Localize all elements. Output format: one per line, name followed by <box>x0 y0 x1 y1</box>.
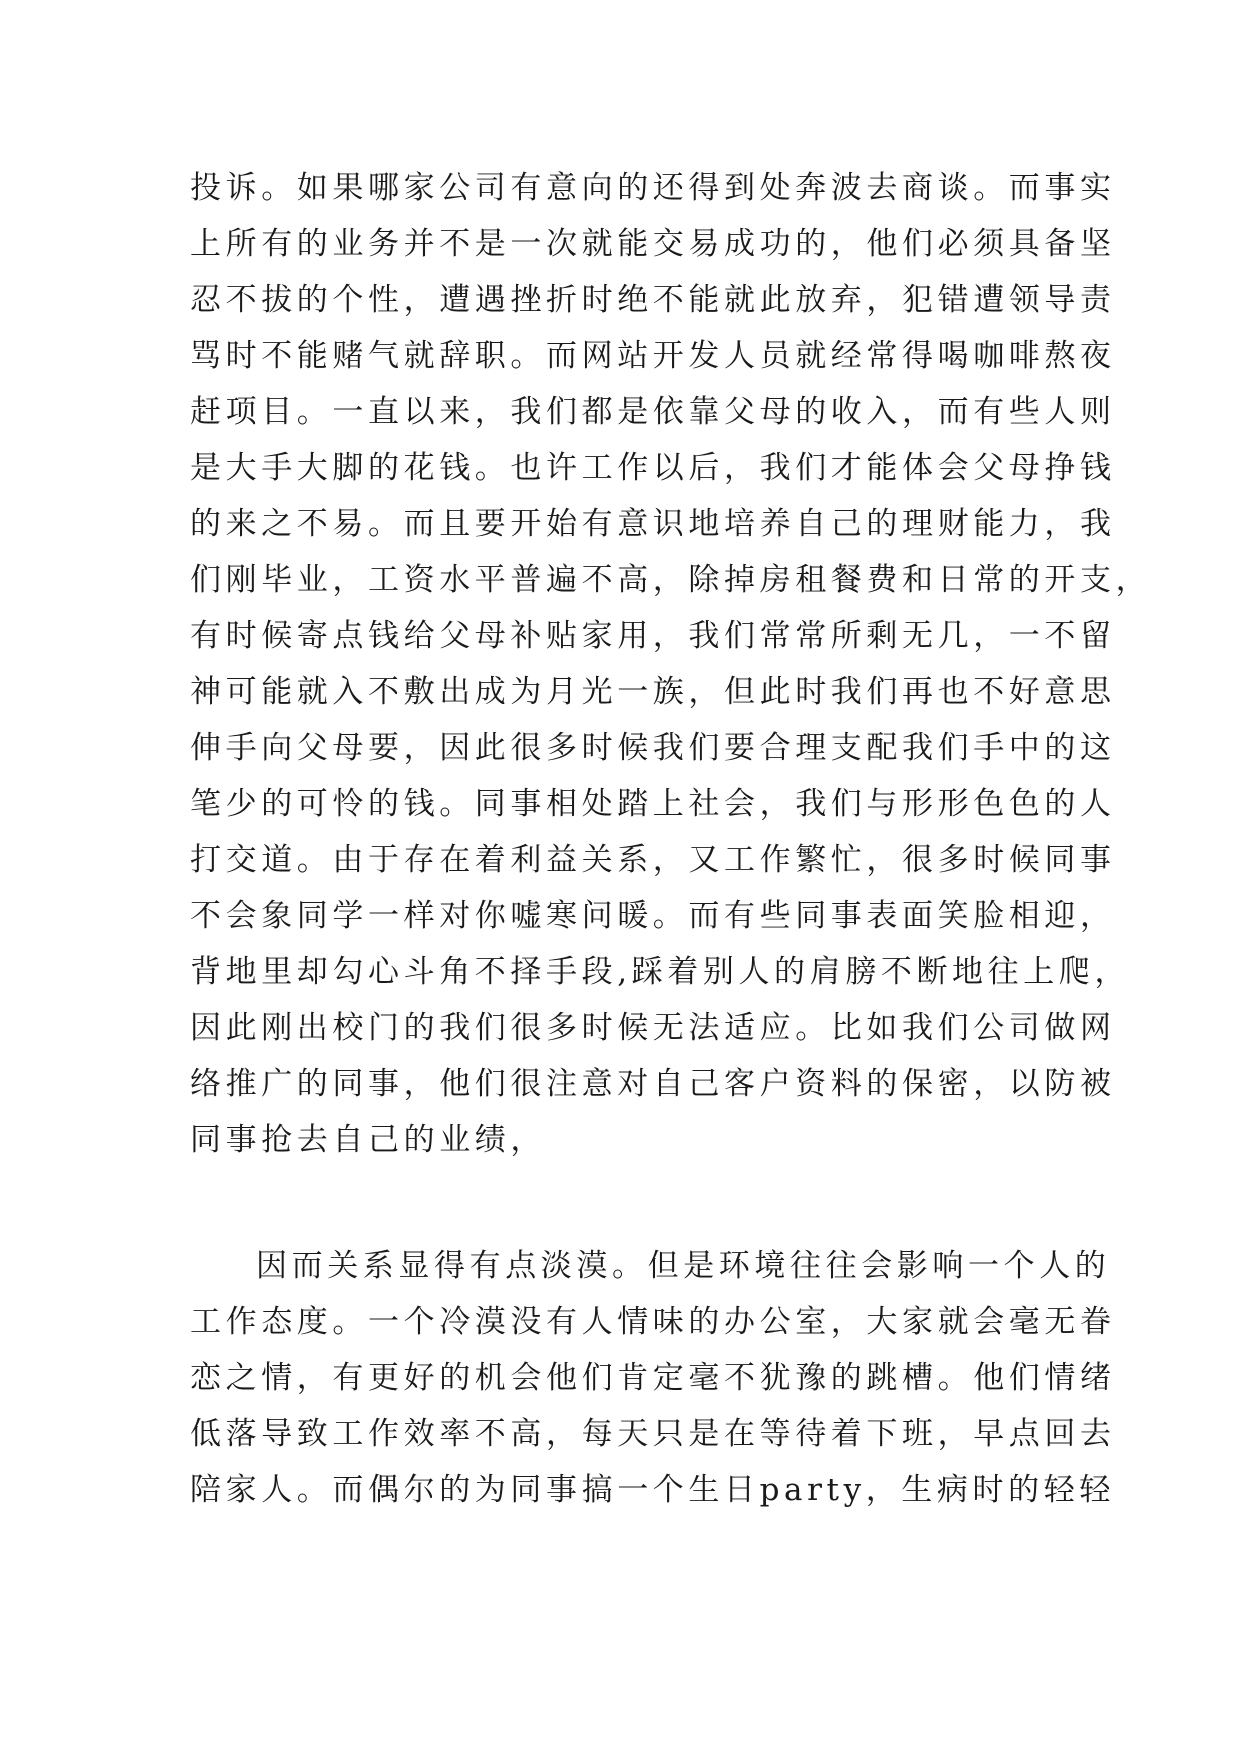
text-line: 背地里却勾心斗角不择手段,踩着别人的肩膀不断地往上爬， <box>190 954 1131 990</box>
text-line: 上所有的业务并不是一次就能交易成功的，他们必须具备坚 <box>190 226 1116 262</box>
paragraph-2 <box>190 1238 1116 1518</box>
text-line: 因而关系显得有点淡漠。但是环境往往会影响一个人的 <box>256 1248 1111 1284</box>
paragraph-1 <box>190 160 1152 1168</box>
text-line: 不会象同学一样对你嘘寒问暖。而有些同事表面笑脸相迎， <box>190 898 1116 934</box>
text-line: 们刚毕业，工资水平普遍不高，除掉房租餐费和日常的开支， <box>190 562 1152 598</box>
text-line: 打交道。由于存在着利益关系，又工作繁忙，很多时候同事 <box>190 842 1116 878</box>
text-line: 笔少的可怜的钱。同事相处踏上社会，我们与形形色色的人 <box>190 786 1116 822</box>
text-line: 工作态度。一个冷漠没有人情味的办公室，大家就会毫无眷 <box>190 1304 1116 1340</box>
text-line: 低落导致工作效率不高，每天只是在等待着下班，早点回去 <box>190 1416 1116 1452</box>
text-line: 恋之情，有更好的机会他们肯定毫不犹豫的跳槽。他们情绪 <box>190 1360 1116 1396</box>
text-line: 的来之不易。而且要开始有意识地培养自己的理财能力，我 <box>190 506 1116 542</box>
text-line: 投诉。如果哪家公司有意向的还得到处奔波去商谈。而事实 <box>190 170 1116 206</box>
text-line: 因此刚出校门的我们很多时候无法适应。比如我们公司做网 <box>190 1010 1116 1046</box>
text-line: 络推广的同事，他们很注意对自己客户资料的保密，以防被 <box>190 1066 1116 1102</box>
text-line: 忍不拔的个性，遭遇挫折时绝不能就此放弃，犯错遭领导责 <box>190 282 1116 318</box>
text-line: 同事抢去自己的业绩， <box>190 1122 546 1158</box>
text-line: 赶项目。一直以来，我们都是依靠父母的收入，而有些人则 <box>190 394 1116 430</box>
text-line: 陪家人。而偶尔的为同事搞一个生日party，生病时的轻轻 <box>190 1472 1115 1508</box>
text-line: 骂时不能赌气就辞职。而网站开发人员就经常得喝咖啡熬夜 <box>190 338 1116 374</box>
text-line: 有时候寄点钱给父母补贴家用，我们常常所剩无几，一不留 <box>190 618 1116 654</box>
text-line: 神可能就入不敷出成为月光一族，但此时我们再也不好意思 <box>190 674 1116 710</box>
text-line: 伸手向父母要，因此很多时候我们要合理支配我们手中的这 <box>190 730 1116 766</box>
text-line: 是大手大脚的花钱。也许工作以后，我们才能体会父母挣钱 <box>190 450 1116 486</box>
